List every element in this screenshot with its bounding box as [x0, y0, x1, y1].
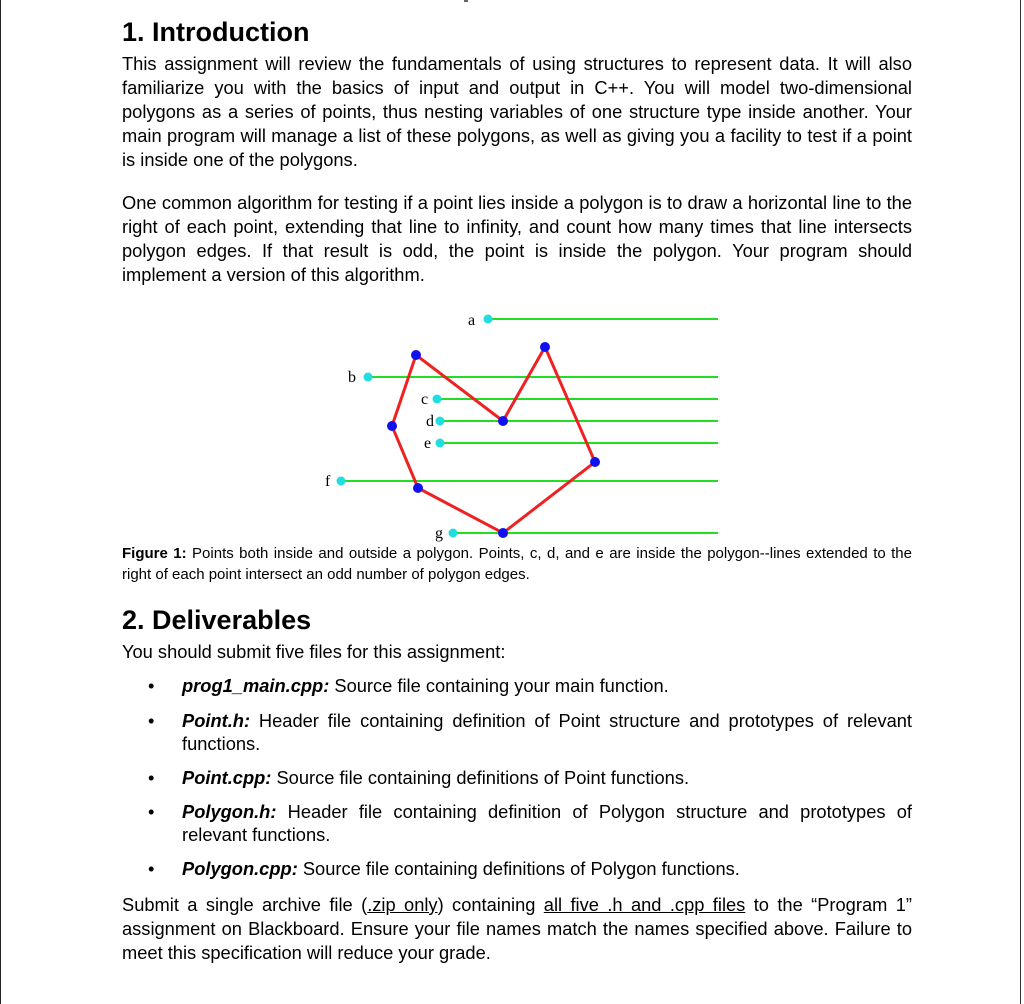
label-b: b — [348, 369, 356, 386]
deliverables-list — [122, 674, 912, 880]
label-a: a — [468, 312, 476, 329]
test-point-f — [337, 477, 346, 486]
test-point-c — [433, 395, 442, 404]
list-item — [122, 800, 912, 846]
polygon-edges — [392, 347, 595, 533]
bullet: • — [148, 675, 155, 696]
vertex — [540, 342, 550, 352]
test-point-b — [364, 373, 373, 382]
polygon-vertices — [387, 342, 600, 538]
label-g: g — [435, 525, 443, 542]
label-e: e — [424, 435, 432, 452]
label-c: c — [421, 391, 429, 408]
test-point-e — [436, 439, 445, 448]
submission-instructions — [122, 893, 912, 965]
vertex — [413, 483, 423, 493]
all-files-note: all five .h and .cpp files — [543, 894, 746, 915]
submit-text-2: ) containing — [437, 894, 544, 915]
file-desc: Source file containing your main function. — [329, 675, 669, 696]
list-item — [122, 766, 912, 789]
ray-lines — [341, 319, 718, 533]
intro-heading: 1. Introduction — [122, 17, 310, 47]
figure-caption — [122, 543, 912, 585]
intro-paragraph-1: This assignment will review the fundamentals of using structures to represent data. It will also familiarize you with the basics of input and output in C++. You will model two-dimensional polygons as a series of points, thus nesting variables of one structure type inside another. Your main program will manage a list of these polygons, as well as giving you a facility to test if a point is inside one of the polygons. — [122, 53, 912, 170]
file-desc: Header file containing definition of Point structure and prototypes of relevant functions. — [182, 710, 912, 754]
vertex — [411, 350, 421, 360]
file-desc: Source file containing definitions of Point functions. — [271, 767, 690, 788]
bullet: • — [148, 767, 155, 788]
deliverables-intro: You should submit five files for this assignment: — [122, 641, 506, 662]
intro-paragraph-2: One common algorithm for testing if a point lies inside a polygon is to draw a horizontal line to the right of each point, extending that line to infinity, and count how many times that line intersects polygon edges. If that result is odd, the point is inside the polygon. Your program should implement a version of this algorithm. — [122, 192, 912, 285]
vertex — [498, 416, 508, 426]
caption-label: Figure 1: — [122, 545, 187, 562]
page-right-border — [1020, 0, 1021, 1004]
polygon-figure — [122, 302, 912, 542]
submit-text-1: Submit a single archive file ( — [122, 894, 368, 915]
zip-only-note: .zip only — [367, 894, 438, 915]
bullet: • — [148, 801, 155, 822]
deliverables-heading: 2. Deliverables — [122, 605, 312, 635]
list-item — [122, 857, 912, 880]
list-item — [122, 709, 912, 755]
file-desc: Header file containing definition of Polygon structure and prototypes of relevant functions. — [182, 801, 912, 845]
file-name: Polygon.cpp: — [182, 858, 298, 879]
bullet: • — [148, 710, 155, 731]
list-item — [122, 674, 912, 697]
file-name: Point.h: — [182, 710, 251, 731]
file-name: prog1_main.cpp: — [182, 675, 330, 696]
top-mark — [464, 0, 468, 2]
label-d: d — [426, 413, 434, 430]
vertex — [387, 421, 397, 431]
file-name: Point.cpp: — [182, 767, 272, 788]
submit-text-3: to the “Program 1” assignment on Blackboard. Ensure your file names match the names specified above. Failure to meet this specification will reduce your grade. — [122, 894, 912, 963]
file-desc: Source file containing definitions of Polygon functions. — [297, 858, 740, 879]
vertex — [498, 528, 508, 538]
label-f: f — [325, 473, 331, 490]
test-points — [337, 315, 493, 538]
caption-text: Points both inside and outside a polygon. Points, c, d, and e are inside the polygon--lines extended to the right of each point intersect an odd number of polygon edges. — [122, 545, 912, 583]
vertex — [590, 457, 600, 467]
test-point-d — [436, 417, 445, 426]
polygon-diagram — [122, 302, 912, 542]
bullet: • — [148, 858, 155, 879]
test-point-a — [484, 315, 493, 324]
file-name: Polygon.h: — [182, 801, 277, 822]
page-left-border — [0, 0, 1, 1004]
test-point-g — [449, 529, 458, 538]
